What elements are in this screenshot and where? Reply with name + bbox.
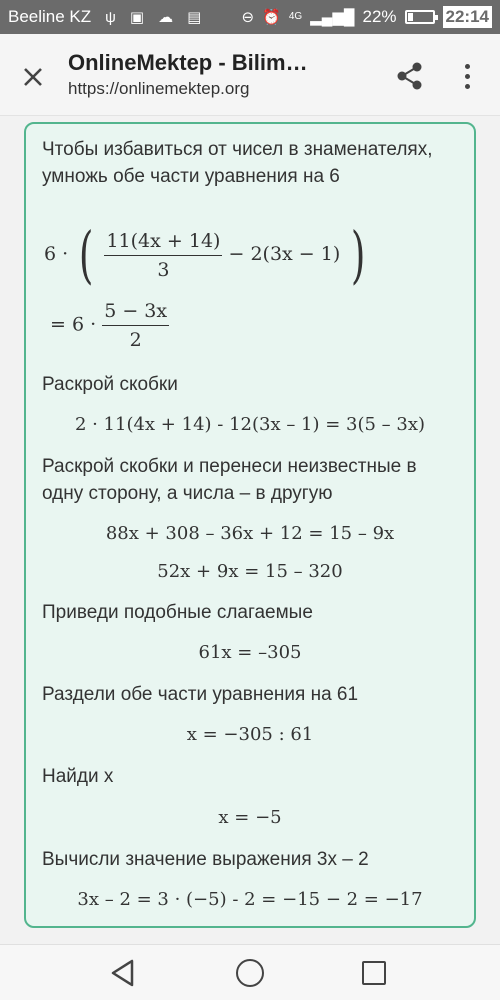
home-icon[interactable] — [236, 959, 264, 987]
step-text: Приведи подобные слагаемые — [42, 602, 313, 623]
sim-icon: ▤ — [187, 8, 202, 26]
dnd-icon: ⊖ — [241, 8, 255, 26]
cloud-icon: ☁ — [158, 8, 174, 26]
fraction-numerator: 11(4x + 14) — [104, 230, 222, 256]
status-time: 22:14 — [443, 6, 492, 28]
share-button[interactable] — [394, 58, 426, 94]
battery-icon — [405, 10, 435, 24]
equation-line: 52x + 9x = 15 – 320 — [157, 561, 343, 582]
fraction-denominator: 2 — [129, 329, 142, 351]
more-options-button[interactable] — [456, 58, 478, 94]
equation-line: 61x = –305 — [198, 642, 302, 663]
fraction-numerator: 5 − 3x — [102, 300, 169, 326]
battery-percent: 22% — [362, 7, 397, 26]
step-text: Раскрой скобки и перенеси неизвестные в одну сторону, а числа – в другую — [42, 456, 417, 504]
app-bar — [0, 34, 500, 116]
equation-line: 88x + 308 – 36x + 12 = 15 – 9x — [105, 523, 395, 544]
step-text: Раскрой скобки — [42, 374, 178, 395]
step-text: Найди x — [42, 766, 114, 787]
math-term: = 6 · — [50, 313, 97, 336]
step-text: Чтобы избавиться от чисел в знаменателях, умножь обе части уравнения на 6 — [42, 139, 433, 187]
solution-card — [24, 122, 476, 928]
navigation-bar — [0, 944, 500, 1000]
close-button[interactable] — [14, 58, 52, 96]
equation-line — [50, 300, 169, 351]
more-vert-icon-dot — [465, 74, 470, 79]
page-title: OnlineMektep - Bilim… — [68, 50, 308, 75]
back-icon — [110, 958, 136, 988]
right-paren: ) — [351, 218, 366, 291]
more-vert-icon-dot — [465, 84, 470, 89]
more-vert-icon — [465, 64, 470, 69]
status-bar — [0, 0, 500, 34]
fraction — [104, 230, 222, 281]
step-text: Раздели обе части уравнения на 61 — [42, 684, 359, 705]
fraction-denominator: 3 — [157, 258, 170, 281]
page-url: https://onlinemektep.org — [68, 79, 250, 98]
back-button[interactable] — [110, 958, 136, 993]
math-term: 6 · — [44, 243, 69, 265]
fraction — [102, 300, 169, 351]
equation-line: 2 · 11(4x + 14) - 12(3x – 1) = 3(5 – 3x) — [74, 414, 426, 435]
step-text: Вычисли значение выражения 3x – 2 — [42, 849, 369, 870]
equation-line: 3x – 2 = 3 · (−5) - 2 = −15 − 2 = −17 — [77, 889, 423, 910]
share-icon — [394, 58, 426, 94]
image-icon: ▣ — [129, 8, 145, 26]
left-paren: ( — [79, 218, 94, 291]
carrier-name: Beeline KZ — [8, 7, 92, 26]
equation-line: x = −305 : 61 — [186, 724, 314, 745]
equation-line — [44, 218, 371, 291]
alarm-icon: ⏰ — [262, 8, 281, 26]
equation-line: x = −5 — [218, 807, 282, 828]
network-type: 4G — [288, 11, 303, 22]
math-term: − 2(3x − 1) — [228, 243, 341, 265]
signal-icon: ▂▄▆█ — [310, 8, 355, 26]
usb-icon: ψ — [105, 8, 116, 26]
recents-icon[interactable] — [362, 961, 386, 985]
close-icon — [22, 66, 44, 88]
